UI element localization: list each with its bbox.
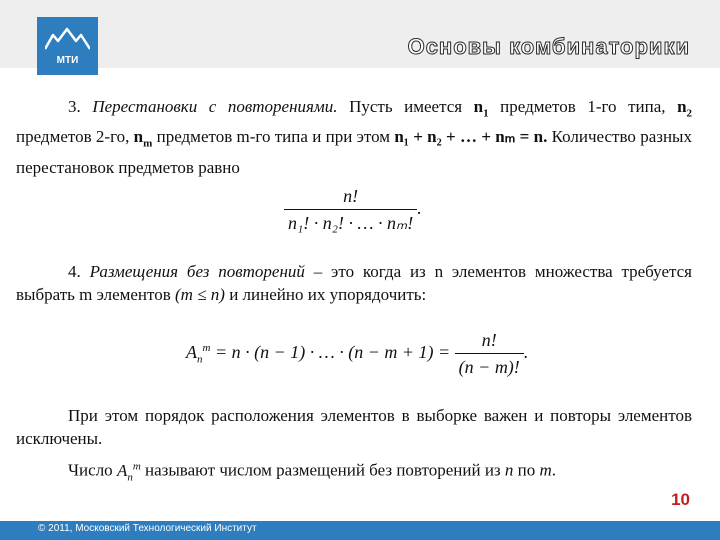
term-permutations: Перестановки с повторениями. (92, 97, 338, 116)
sub-n: n (197, 353, 203, 366)
symbol-a: A (116, 460, 128, 480)
page-number: 10 (671, 490, 690, 509)
footer-bar (0, 521, 720, 540)
sub-1: 1 (483, 107, 489, 120)
slide-title: Основы комбинаторики (407, 34, 690, 59)
var-m: m (539, 460, 552, 480)
condition: (m ≤ n) (175, 285, 225, 304)
mountain-logo-icon (45, 27, 90, 51)
text: по (513, 460, 540, 480)
formula-arrangements (186, 330, 528, 378)
sub-2: 2 (686, 107, 693, 120)
paragraph-permutations (16, 95, 692, 179)
text: предметов m-го типа и при этом (152, 127, 395, 147)
text: предметов 1-го типа, (488, 97, 678, 116)
symbol-a: A (186, 342, 197, 363)
sub-n: n (127, 471, 133, 484)
text: Число (68, 460, 117, 480)
text: и линейно их упорядочить: (224, 285, 427, 304)
denominator: (n − m)! (455, 353, 524, 378)
var-nm: n (133, 127, 144, 147)
period: . (551, 460, 557, 480)
logo-text: МТИ (56, 55, 79, 66)
sup-m: m (132, 460, 141, 472)
text: – это когда из n элементов множества требуется выбрать m элементов (16, 262, 693, 304)
product-expression: = n · (n − 1) · … · (n − m + 1) = (210, 342, 455, 363)
formula-permutations (284, 186, 422, 234)
period: . (523, 342, 529, 363)
sub-m: m (143, 137, 153, 150)
period: . (417, 198, 422, 219)
sum-expression: n₁ + n₂ + … + nₘ = n. (394, 127, 548, 147)
paragraph-arrangements (16, 260, 692, 306)
text: предметов 2-го, (16, 127, 134, 147)
copyright-text: © 2011, Московский Технологический Институт (38, 523, 257, 534)
term-arrangements: Размещения без повторений (89, 262, 305, 281)
text: При этом порядок расположения элементов в выборке важен и повторы элементов исключены. (16, 406, 692, 448)
var-n: n (504, 460, 514, 480)
item-number: 4. (68, 262, 81, 281)
paragraph-note (16, 404, 692, 450)
var-n2: n (677, 97, 687, 116)
numerator: n! (481, 330, 497, 350)
text: Пусть имеется (337, 97, 474, 116)
mti-logo (37, 17, 98, 75)
numerator: n! (343, 186, 359, 206)
var-n1: n (473, 97, 484, 116)
item-number: 3. (68, 97, 81, 116)
fraction (284, 186, 417, 234)
text: Количество разных перестановок предметов равно (16, 127, 692, 177)
text: называют числом размещений без повторений из (140, 460, 505, 480)
paragraph-definition (16, 455, 692, 489)
sup-m: m (202, 342, 211, 355)
denominator: n₁! · n₂! · … · nₘ! (284, 209, 417, 234)
fraction (455, 330, 524, 378)
